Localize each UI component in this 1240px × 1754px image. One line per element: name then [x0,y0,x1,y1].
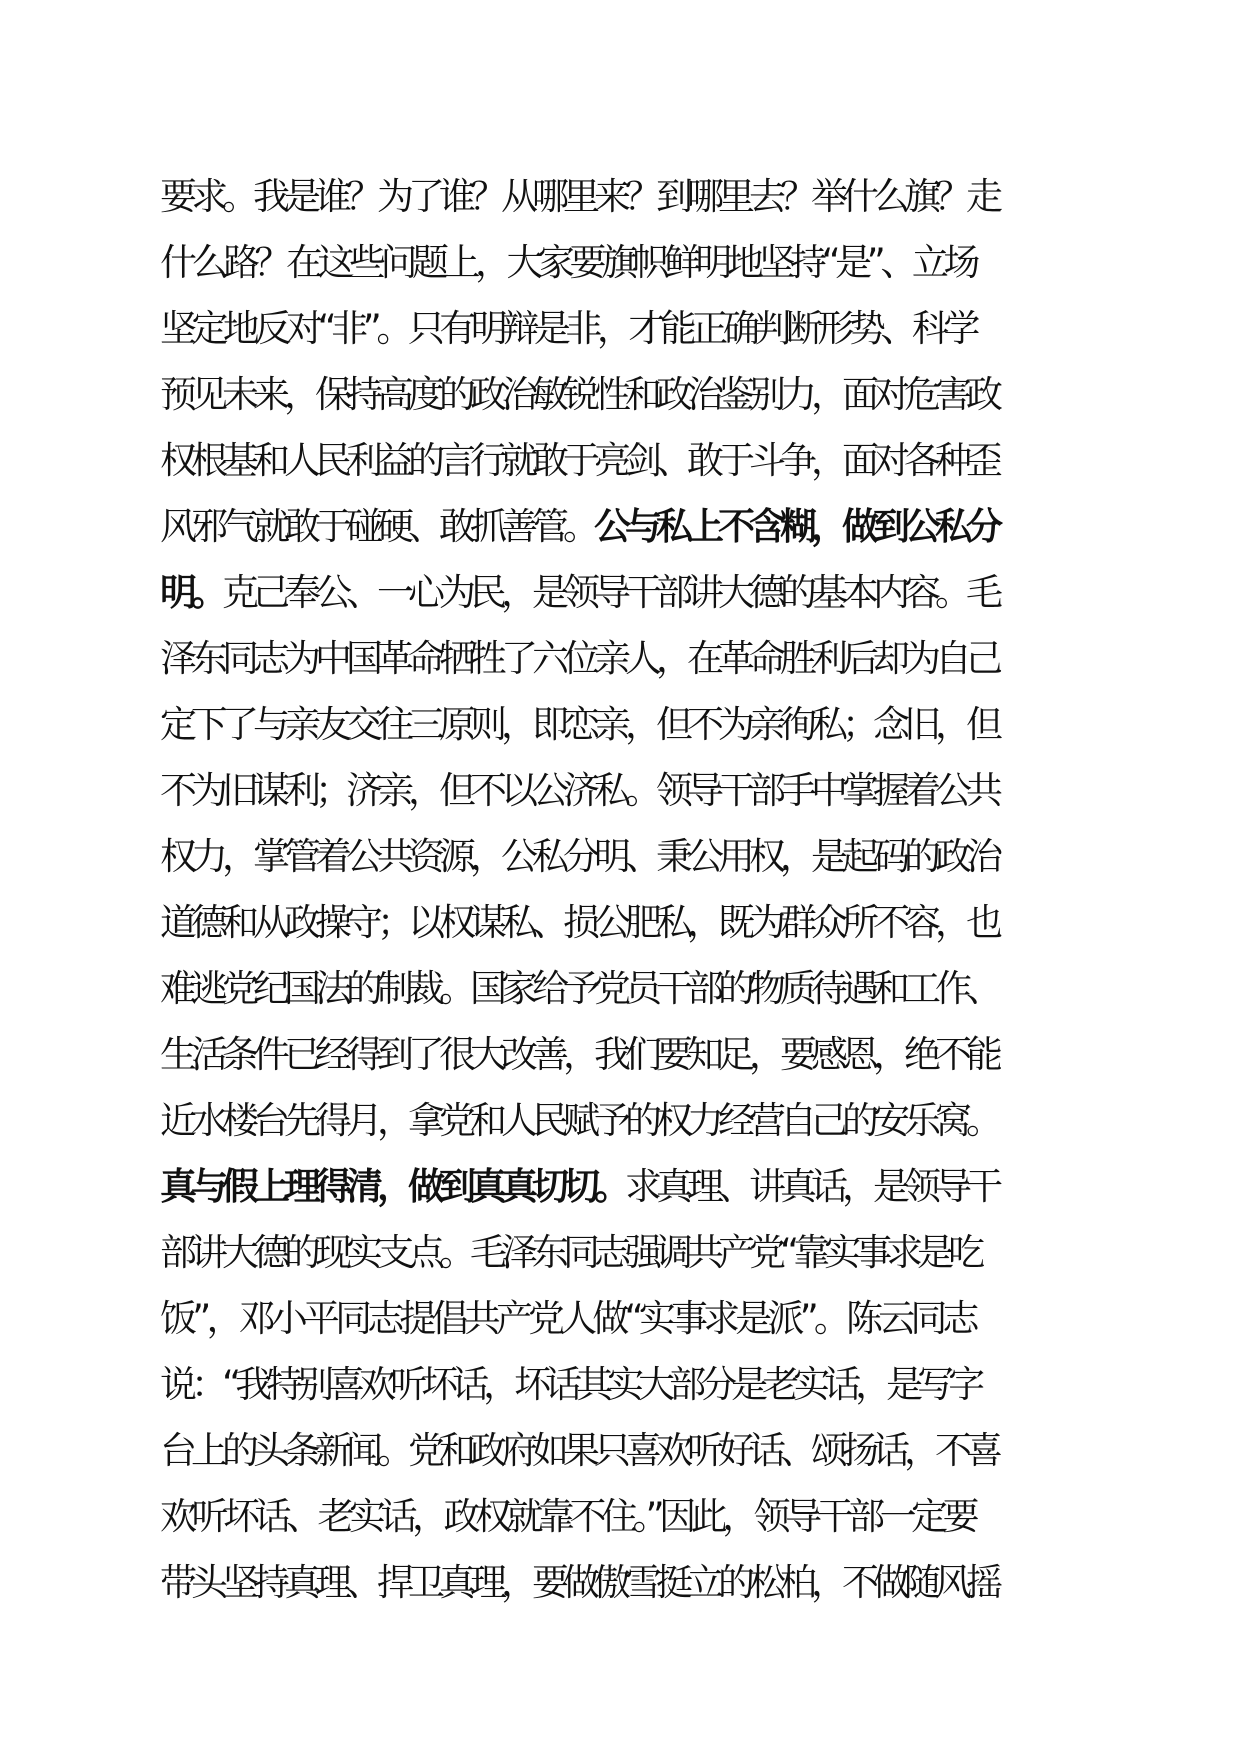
bold-heading-text: 公与私上不含糊，做到公私分 [594,505,997,548]
body-text-segment: 克己奉公、一心为民，是领导干部讲大德的基本内容。毛 [222,571,997,614]
body-text-segment: 带头坚持真理、捍卫真理，要做傲雪挺立的松柏，不做随风摇 [160,1561,997,1604]
body-text-segment: 求真理、讲真话，是领导干 [625,1165,997,1208]
text-line [160,890,1090,956]
bold-heading-text: 真与假上理得清，做到真真切切。 [160,1165,625,1208]
body-text-segment: 权根基和人民利益的言行就敢于亮剑、敢于斗争，面对各种歪 [160,439,997,482]
text-line [160,1418,1090,1484]
bold-heading-text: 明。 [160,571,222,614]
text-line [160,692,1090,758]
body-text [160,164,1090,1616]
body-text-segment: 要求。我是谁？为了谁？从哪里来？到哪里去？举什么旗？走 [160,175,997,218]
text-line [160,1088,1090,1154]
body-text-segment: 生活条件已经得到了很大改善，我们要知足，要感恩，绝不能 [160,1033,997,1076]
body-text-segment: 风邪气就敢于碰硬、敢抓善管。 [160,505,594,548]
body-text-segment: 台上的头条新闻。党和政府如果只喜欢听好话、颂扬话，不喜 [160,1429,997,1472]
text-line [160,428,1090,494]
body-text-segment: 预见未来，保持高度的政治敏锐性和政治鉴别力，面对危害政 [160,373,997,416]
body-text-segment: 部讲大德的现实支点。毛泽东同志强调共产党“靠实事求是吃 [160,1231,980,1274]
body-text-segment: 难逃党纪国法的制裁。国家给予党员干部的物质待遇和工作、 [160,967,997,1010]
text-line [160,1220,1090,1286]
body-text-segment: 不为旧谋利；济亲，但不以公济私。领导干部手中掌握着公共 [160,769,997,812]
text-line [160,1484,1090,1550]
text-line [160,956,1090,1022]
text-line [160,1286,1090,1352]
body-text-segment: 欢听坏话、老实话，政权就靠不住。”因此，领导干部一定要 [160,1495,975,1538]
text-line [160,494,1090,560]
text-line [160,824,1090,890]
text-line [160,1352,1090,1418]
text-line [160,758,1090,824]
text-line [160,1022,1090,1088]
body-text-segment: 饭”，邓小平同志提倡共产党人做“实事求是派”。陈云同志 [160,1297,975,1340]
body-text-segment: 定下了与亲友交往三原则，即恋亲，但不为亲徇私；念旧，但 [160,703,997,746]
text-line [160,230,1090,296]
text-line [160,560,1090,626]
body-text-segment: 近水楼台先得月，拿党和人民赋予的权力经营自己的安乐窝。 [160,1099,997,1142]
text-line [160,1550,1090,1616]
body-text-segment: 权力，掌管着公共资源，公私分明、秉公用权，是起码的政治 [160,835,997,878]
text-line [160,362,1090,428]
text-line [160,164,1090,230]
body-text-segment: 坚定地反对“非”。只有明辩是非，才能正确判断形势、科学 [160,307,975,350]
body-text-segment: 道德和从政操守；以权谋私、损公肥私，既为群众所不容，也 [160,901,997,944]
text-line [160,1154,1090,1220]
text-line [160,296,1090,362]
body-text-segment: 说：“我特别喜欢听坏话，坏话其实大部分是老实话，是写字 [160,1363,980,1406]
body-text-segment: 什么路？在这些问题上，大家要旗帜鲜明地坚持“是”、立场 [160,241,975,284]
body-text-segment: 泽东同志为中国革命牺牲了六位亲人，在革命胜利后却为自己 [160,637,997,680]
text-line [160,626,1090,692]
